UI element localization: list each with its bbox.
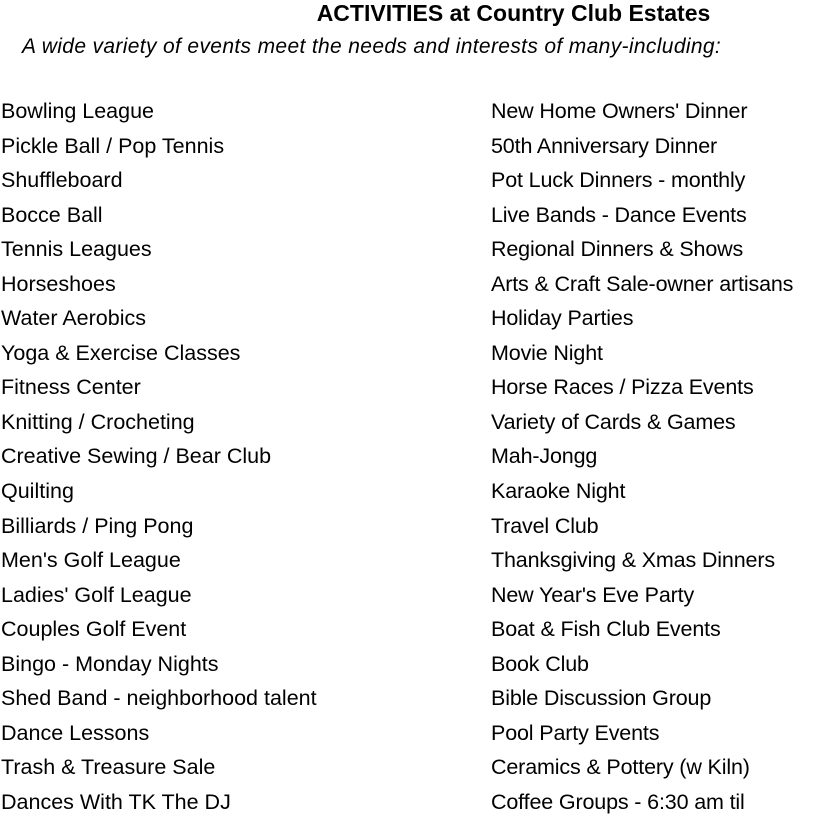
activity-item: Horse Races / Pizza Events [491,375,754,400]
page-subtitle: A wide variety of events meet the needs and interests of many-including: [22,35,722,58]
activity-item: Ceramics & Pottery (w Kiln) [491,755,750,780]
activity-item: Bible Discussion Group [491,686,712,711]
activity-item: Pickle Ball / Pop Tennis [1,133,225,158]
activity-item: Karaoke Night [491,479,626,504]
activity-item: Creative Sewing / Bear Club [1,444,272,469]
activity-item: Water Aerobics [1,306,146,331]
activity-item: Holiday Parties [491,306,634,331]
activity-item: Arts & Craft Sale-owner artisans [491,271,794,296]
activity-item: Pool Party Events [491,720,660,745]
activity-item: Travel Club [491,513,599,538]
activity-item: Live Bands - Dance Events [491,202,747,227]
activity-item: Pot Luck Dinners - monthly [491,168,746,193]
activity-item: Trash & Treasure Sale [1,755,216,780]
activity-item: Men's Golf League [1,548,181,573]
page-title: ACTIVITIES at Country Club Estates [316,0,711,26]
activity-item: Bocce Ball [1,202,103,227]
activity-item: Shuffleboard [1,168,123,193]
activity-item: Ladies' Golf League [1,582,192,607]
activity-item: Shed Band - neighborhood talent [1,686,317,711]
activity-item: Boat & Fish Club Events [491,617,721,642]
activity-item: Couples Golf Event [1,617,187,642]
activity-item: Tennis Leagues [1,237,152,262]
activity-item: Quilting [1,479,74,504]
activity-item: Variety of Cards & Games [491,409,736,434]
activity-item: Coffee Groups - 6:30 am til [491,789,745,814]
activity-item: Mah-Jongg [491,444,598,469]
activity-item: Yoga & Exercise Classes [1,340,241,365]
activity-item: Regional Dinners & Shows [491,237,744,262]
activity-item: Book Club [491,651,589,676]
activity-item: Thanksgiving & Xmas Dinners [491,548,775,573]
activity-item: Dance Lessons [1,720,150,745]
activity-item: Bingo - Monday Nights [1,651,219,676]
activity-item: Horseshoes [1,271,116,296]
activity-item: Billiards / Ping Pong [1,513,194,538]
activity-item: Movie Night [491,340,603,365]
activity-item: 50th Anniversary Dinner [491,133,718,158]
activity-item: Dances With TK The DJ [1,789,231,814]
activities-left-column [1,94,471,819]
activities-right-column [491,94,837,819]
activity-item: Knitting / Crocheting [1,409,195,434]
activity-item: Fitness Center [1,375,141,400]
activity-item: Bowling League [1,99,155,123]
activity-item: New Home Owners' Dinner [491,99,748,123]
activity-item: New Year's Eve Party [491,582,695,607]
